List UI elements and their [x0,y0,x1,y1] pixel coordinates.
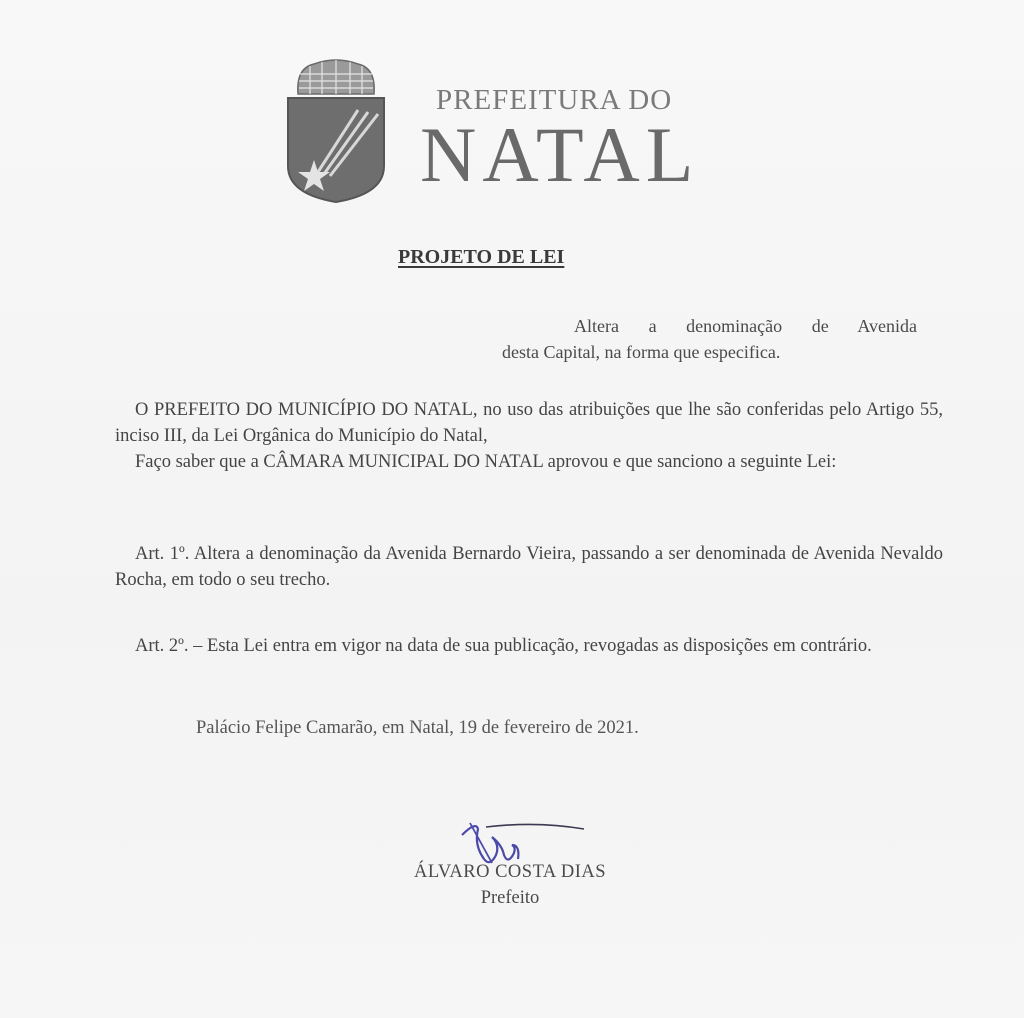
article-2: Art. 2º. – Esta Lei entra em vigor na data de sua publicação, revogadas as disposições em contrário. [135,636,872,656]
ementa-line-2: desta Capital, na forma que especifica. [502,342,781,362]
letterhead [284,54,714,204]
ementa [502,313,917,365]
org-name-top: PREFEITURA DO [436,84,673,116]
document-title: PROJETO DE LEI [398,246,565,268]
article-1: Art. 1º. Altera a denominação da Avenida Bernardo Vieira, passando a ser denominada de Avenida Nevaldo Rocha, em todo o seu trecho. [115,544,943,590]
org-name-main: NATAL [420,111,700,198]
preamble-paragraph-2: Faço saber que a CÂMARA MUNICIPAL DO NATAL aprovou e que sanciono a seguinte Lei: [135,452,837,472]
preamble-paragraph-1: O PREFEITO DO MUNICÍPIO DO NATAL, no uso das atribuições que lhe são conferidas pelo Artigo 55, inciso III, da Lei Orgânica do Município do Natal, [115,400,943,446]
place-and-date: Palácio Felipe Camarão, em Natal, 19 de fevereiro de 2021. [196,718,639,738]
preamble [115,397,943,475]
ementa-line-1: Altera a denominação de Avenida [574,316,917,336]
signatory-name: ÁLVARO COSTA DIAS [413,862,607,882]
coat-of-arms-icon [284,54,388,204]
signatory-role: Prefeito [480,888,540,908]
